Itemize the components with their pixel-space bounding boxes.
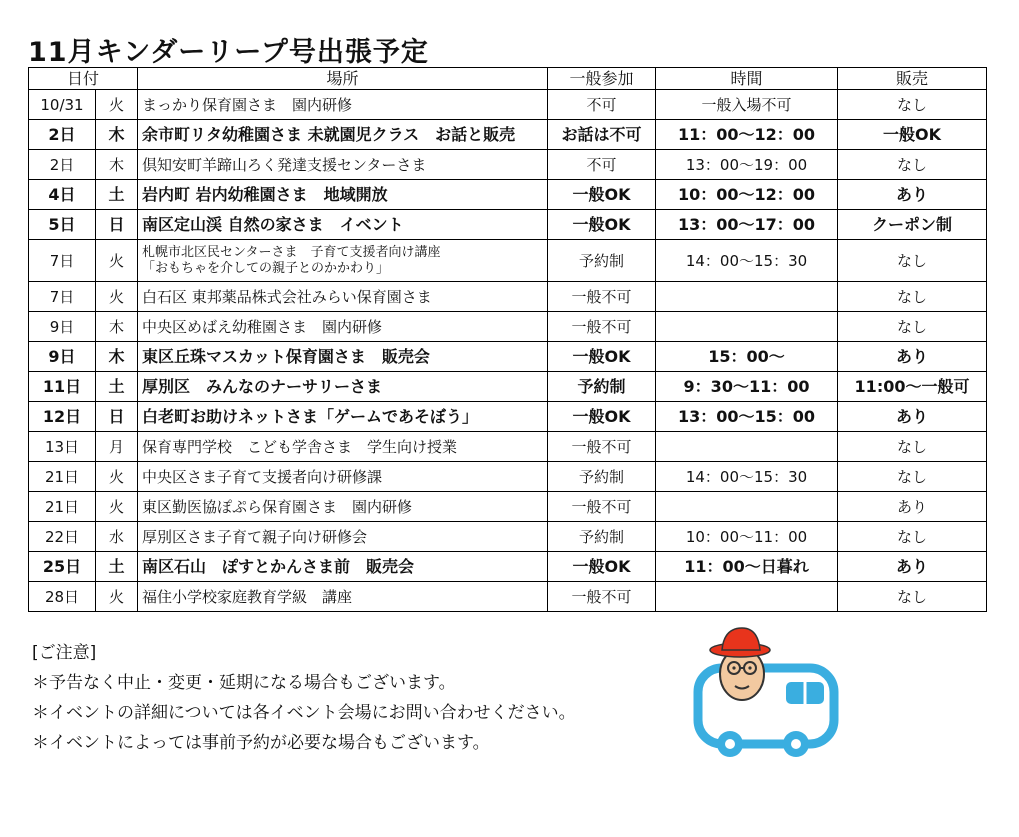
note-line: ＊予告なく中止・変更・延期になる場合もございます。	[32, 673, 456, 693]
table-row	[29, 462, 987, 492]
cell-sales: なし	[838, 150, 987, 180]
cell-place: まっかり保育園さま 園内研修	[138, 90, 548, 120]
cell-day: 土	[96, 372, 138, 402]
cell-day: 木	[96, 120, 138, 150]
cell-general: お話は不可	[548, 120, 656, 150]
cell-general: 一般OK	[548, 402, 656, 432]
table-header-row	[29, 68, 987, 90]
cell-general: 一般OK	[548, 342, 656, 372]
header-place: 場所	[138, 68, 548, 90]
table-row	[29, 210, 987, 240]
cell-general: 一般不可	[548, 582, 656, 612]
cell-place: 東区丘珠マスカット保育園さま 販売会	[138, 342, 548, 372]
cell-time: 9：30～11：00	[656, 372, 838, 402]
cell-general: 不可	[548, 90, 656, 120]
cell-date: 2日	[29, 150, 96, 180]
cell-sales: あり	[838, 552, 987, 582]
cell-sales: なし	[838, 312, 987, 342]
table-row	[29, 180, 987, 210]
cell-place: 厚別区 みんなのナーサリーさま	[138, 372, 548, 402]
header-general: 一般参加	[548, 68, 656, 90]
table-row	[29, 372, 987, 402]
cell-day: 日	[96, 210, 138, 240]
cell-time	[656, 282, 838, 312]
cell-place: 岩内町 岩内幼稚園さま 地域開放	[138, 180, 548, 210]
cell-time	[656, 432, 838, 462]
cell-place: 白石区 東邦薬品株式会社みらい保育園さま	[138, 282, 548, 312]
cell-sales: なし	[838, 522, 987, 552]
cell-time: 14：00～15：30	[656, 462, 838, 492]
cell-time: 10：00～11：00	[656, 522, 838, 552]
cell-general: 予約制	[548, 462, 656, 492]
cell-sales: あり	[838, 180, 987, 210]
cell-day: 火	[96, 90, 138, 120]
header-sales: 販売	[838, 68, 987, 90]
table-row	[29, 240, 987, 282]
cell-place: 東区勤医協ぽぷら保育園さま 園内研修	[138, 492, 548, 522]
cell-place: 南区石山 ぽすとかんさま前 販売会	[138, 552, 548, 582]
table-row	[29, 582, 987, 612]
cell-sales: なし	[838, 462, 987, 492]
cell-date: 9日	[29, 312, 96, 342]
cell-general: 予約制	[548, 372, 656, 402]
cell-general: 一般不可	[548, 492, 656, 522]
cell-general: 不可	[548, 150, 656, 180]
cell-time: 10：00～12：00	[656, 180, 838, 210]
cell-date: 11日	[29, 372, 96, 402]
cell-date: 9日	[29, 342, 96, 372]
cell-day: 土	[96, 552, 138, 582]
table-row	[29, 492, 987, 522]
table-row	[29, 342, 987, 372]
cell-date: 4日	[29, 180, 96, 210]
cell-day: 土	[96, 180, 138, 210]
cell-day: 火	[96, 492, 138, 522]
kinderleap-bus-mascot-icon	[690, 622, 840, 758]
cell-place-line2: 「おもちゃを介しての親子とのかかわり」	[142, 260, 390, 276]
table-row	[29, 522, 987, 552]
cell-place: 中央区めばえ幼稚園さま 園内研修	[138, 312, 548, 342]
schedule-table	[28, 67, 987, 612]
cell-day: 火	[96, 282, 138, 312]
table-row	[29, 90, 987, 120]
table-row	[29, 312, 987, 342]
table-row	[29, 402, 987, 432]
cell-date: 22日	[29, 522, 96, 552]
note-line: ＊イベントの詳細については各イベント会場にお問い合わせください。	[32, 703, 576, 723]
cell-time: 15：00～	[656, 342, 838, 372]
notes-heading: [ご注意]	[32, 643, 97, 663]
cell-sales: あり	[838, 492, 987, 522]
cell-sales: なし	[838, 90, 987, 120]
cell-date: 28日	[29, 582, 96, 612]
cell-sales: クーポン制	[838, 210, 987, 240]
cell-general: 一般OK	[548, 552, 656, 582]
cell-sales: あり	[838, 402, 987, 432]
cell-date: 21日	[29, 462, 96, 492]
table-row	[29, 282, 987, 312]
cell-date: 7日	[29, 282, 96, 312]
cell-day: 月	[96, 432, 138, 462]
cell-day: 木	[96, 312, 138, 342]
cell-time	[656, 312, 838, 342]
cell-place: 白老町お助けネットさま「ゲームであそぼう」	[138, 402, 548, 432]
cell-day: 火	[96, 462, 138, 492]
cell-time	[656, 492, 838, 522]
header-date: 日付	[29, 68, 138, 90]
cell-time: 13：00～15：00	[656, 402, 838, 432]
cell-general: 一般不可	[548, 282, 656, 312]
cell-date: 7日	[29, 240, 96, 282]
cell-date: 12日	[29, 402, 96, 432]
cell-day: 火	[96, 582, 138, 612]
cell-date: 2日	[29, 120, 96, 150]
cell-time: 14：00～15：30	[656, 240, 838, 282]
cell-place-line1: 札幌市北区民センターさま 子育て支援者向け講座	[142, 244, 441, 260]
cell-general: 一般不可	[548, 312, 656, 342]
cell-general: 一般OK	[548, 210, 656, 240]
cell-place: 保育専門学校 こども学舎さま 学生向け授業	[138, 432, 548, 462]
cell-sales: 一般OK	[838, 120, 987, 150]
cell-general: 予約制	[548, 240, 656, 282]
cell-date: 21日	[29, 492, 96, 522]
cell-sales: なし	[838, 240, 987, 282]
cell-general: 予約制	[548, 522, 656, 552]
cell-sales: なし	[838, 432, 987, 462]
table-row	[29, 552, 987, 582]
cell-time	[656, 582, 838, 612]
cell-date: 13日	[29, 432, 96, 462]
cell-place: 厚別区さま子育て親子向け研修会	[138, 522, 548, 552]
cell-day: 水	[96, 522, 138, 552]
cell-day: 木	[96, 150, 138, 180]
cell-time: 13：00～17：00	[656, 210, 838, 240]
cell-day: 木	[96, 342, 138, 372]
header-time: 時間	[656, 68, 838, 90]
cell-day: 火	[96, 240, 138, 282]
cell-general: 一般OK	[548, 180, 656, 210]
cell-place: 福住小学校家庭教育学級 講座	[138, 582, 548, 612]
cell-place: 倶知安町羊蹄山ろく発達支援センターさま	[138, 150, 548, 180]
cell-time: 13：00～19：00	[656, 150, 838, 180]
cell-date: 25日	[29, 552, 96, 582]
table-row	[29, 120, 987, 150]
cell-date: 10/31	[29, 90, 96, 120]
cell-general: 一般不可	[548, 432, 656, 462]
cell-time: 11：00～12：00	[656, 120, 838, 150]
table-row	[29, 150, 987, 180]
notes-section	[32, 638, 576, 758]
cell-place	[138, 240, 548, 282]
cell-time: 11：00～日暮れ	[656, 552, 838, 582]
cell-place: 南区定山渓 自然の家さま イベント	[138, 210, 548, 240]
cell-day: 日	[96, 402, 138, 432]
table-row	[29, 432, 987, 462]
cell-place: 余市町リタ幼稚園さま 未就園児クラス お話と販売	[138, 120, 548, 150]
cell-sales: なし	[838, 282, 987, 312]
cell-sales: あり	[838, 342, 987, 372]
note-line: ＊イベントによっては事前予約が必要な場合もございます。	[32, 733, 490, 753]
cell-sales: なし	[838, 582, 987, 612]
page-title: 11月キンダーリープ号出張予定	[28, 37, 429, 68]
cell-time: 一般入場不可	[656, 90, 838, 120]
cell-sales: 11:00～一般可	[838, 372, 987, 402]
cell-date: 5日	[29, 210, 96, 240]
cell-place: 中央区さま子育て支援者向け研修課	[138, 462, 548, 492]
